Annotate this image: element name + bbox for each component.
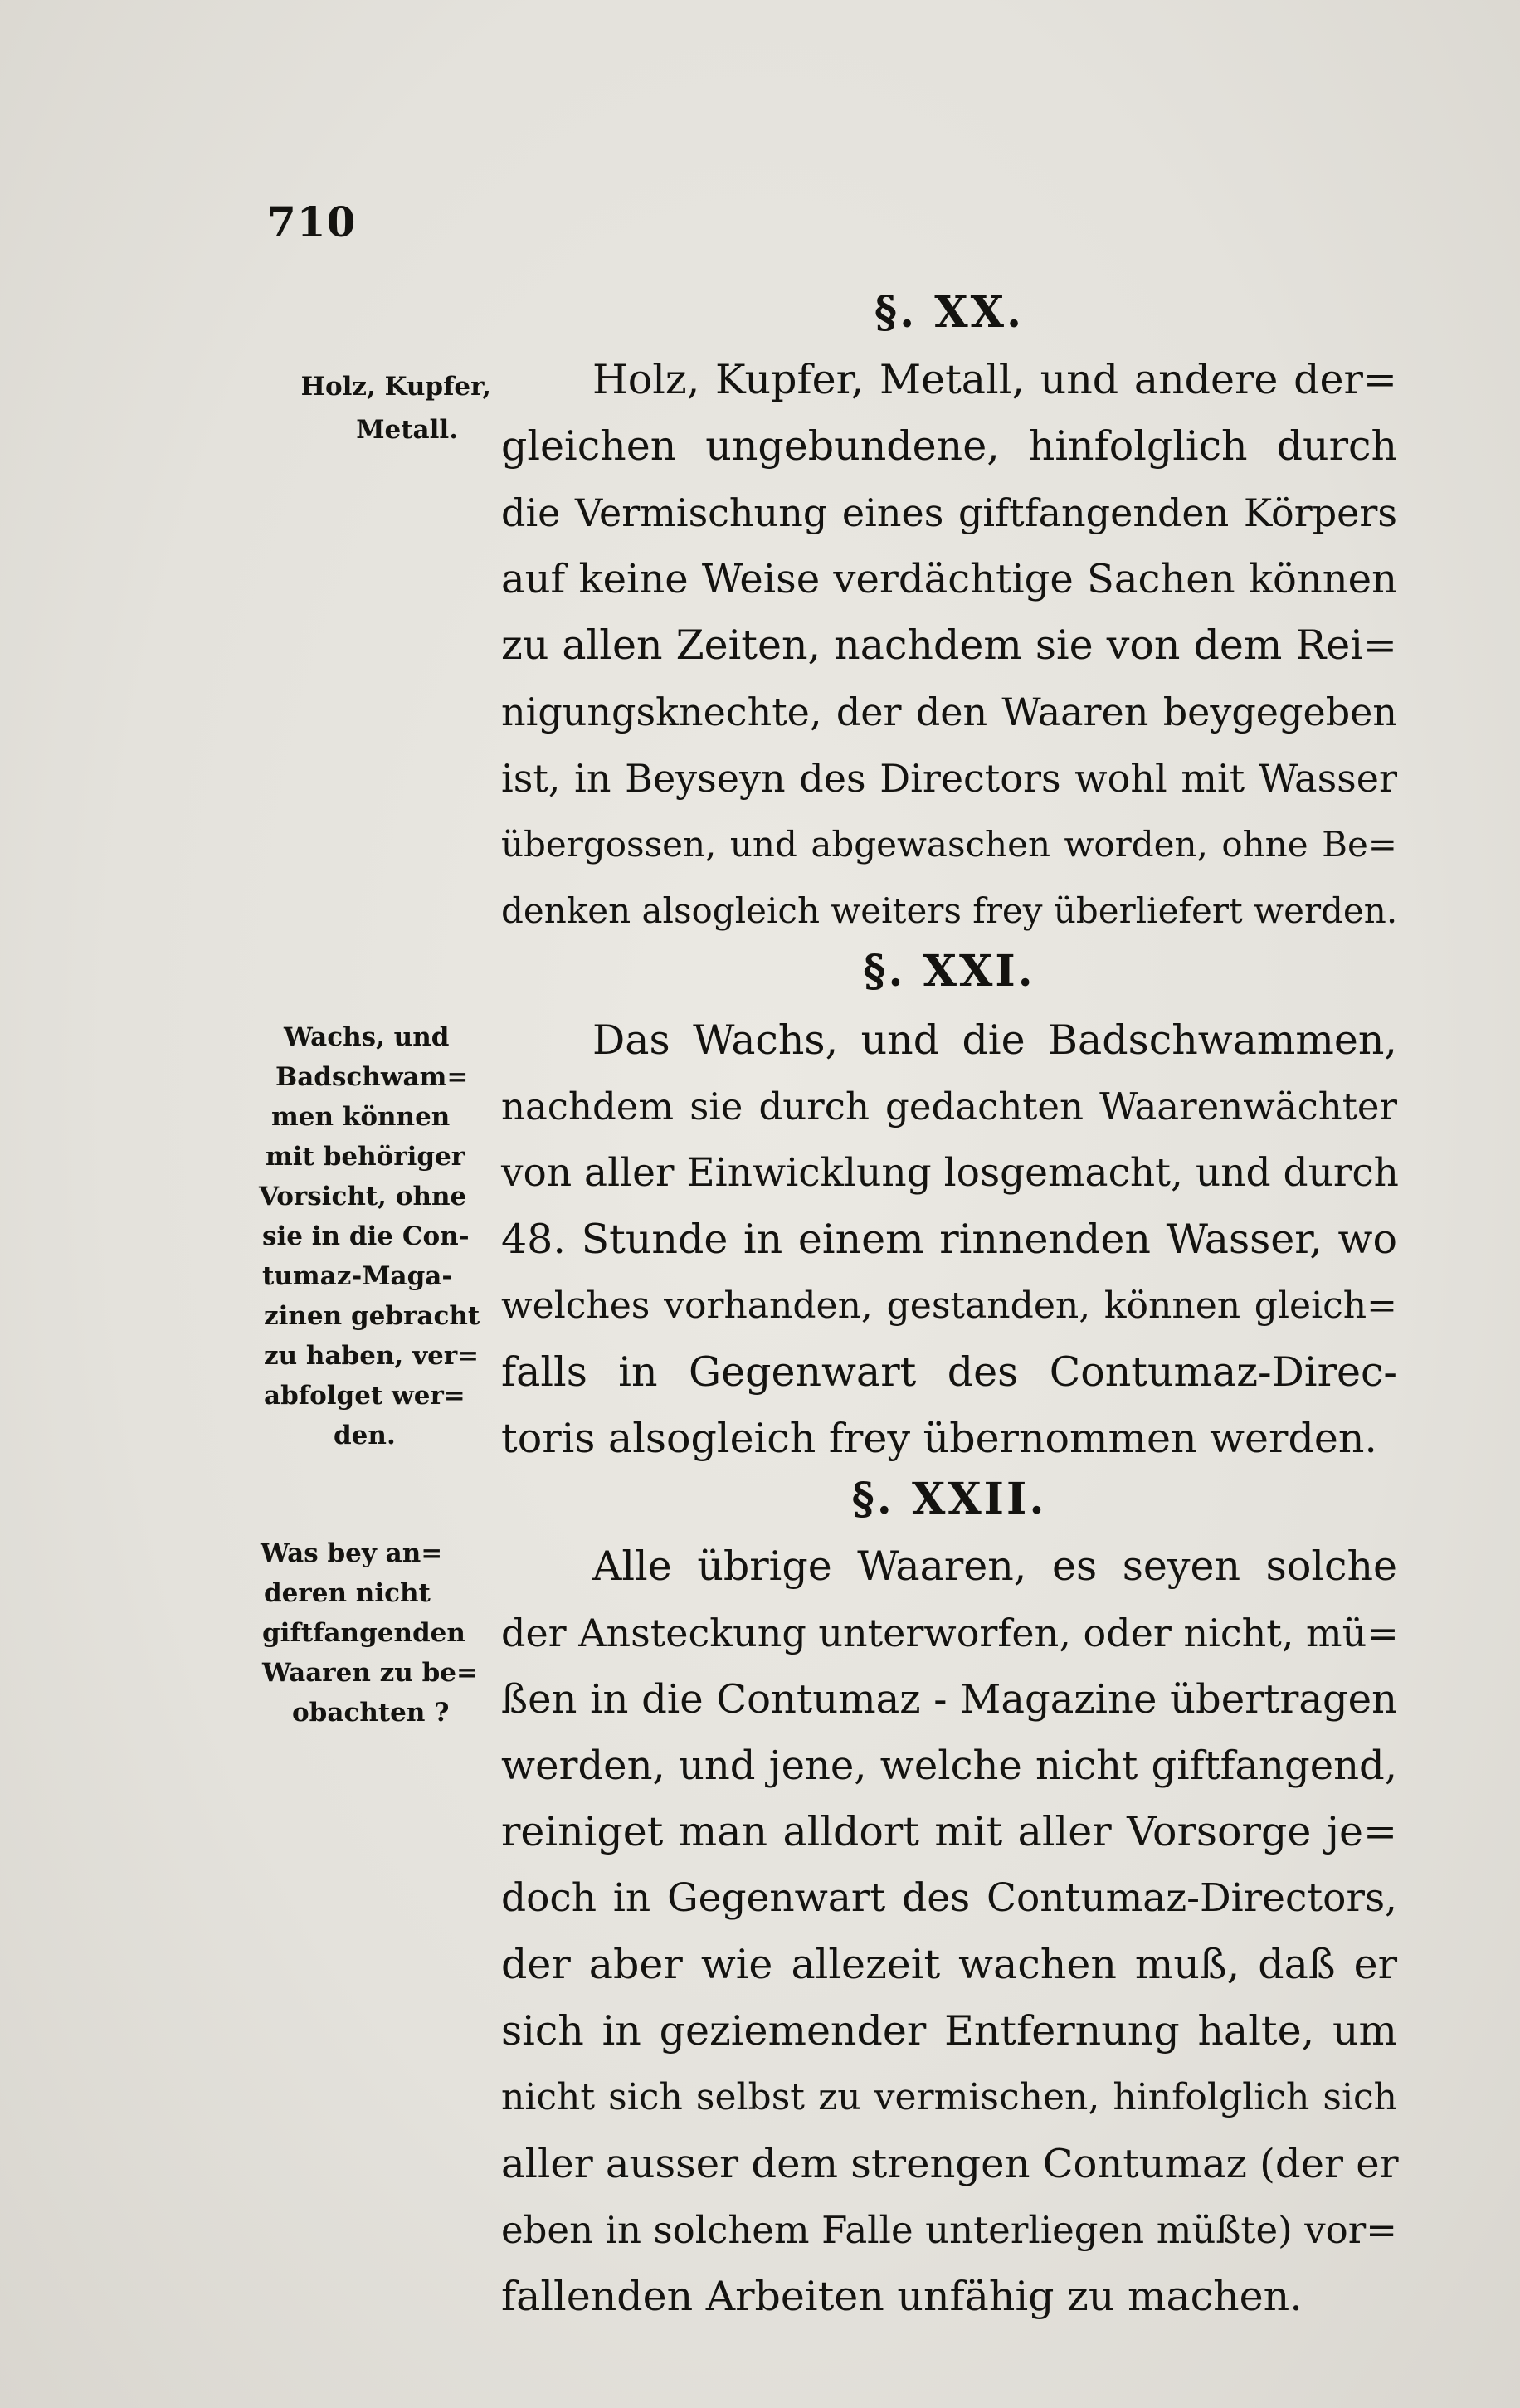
text-line: Holz, Kupfer, Metall, und andere der= [592, 356, 1397, 403]
section-title-xx: §. XX. [874, 287, 1025, 338]
marginal-line: tumaz-Maga- [262, 1261, 453, 1291]
marginal-line: Waaren zu be= [262, 1658, 478, 1688]
text-line: eben in solchem Falle unterliegen müßte) vor= [501, 2208, 1397, 2252]
marginal-line: sie in die Con- [262, 1221, 470, 1251]
text-line: der Ansteckung unterworfen, oder nicht, mü= [501, 1611, 1399, 1655]
text-line: gleichen ungebundene, hinfolglich durch [501, 422, 1397, 470]
text-line: ßen in die Contumaz - Magazine übertragen [501, 1676, 1397, 1723]
text-line: sich in geziemender Entfernung halte, um [501, 2007, 1397, 2055]
marginal-line: Wachs, und [284, 1022, 450, 1052]
page-number: 710 [267, 197, 357, 246]
marginal-line: Metall. [356, 415, 458, 445]
marginal-line: zu haben, ver= [264, 1341, 480, 1371]
marginal-line: obachten ? [292, 1698, 450, 1728]
text-line: fallenden Arbeiten unfähig zu machen. [501, 2273, 1303, 2320]
marginal-line: Badschwam= [275, 1062, 469, 1092]
text-line: welches vorhanden, gestanden, können gleich= [501, 1284, 1397, 1327]
text-line: auf keine Weise verdächtige Sachen können [501, 556, 1397, 602]
marginal-line: giftfangenden [262, 1618, 465, 1648]
text-line: von aller Einwicklung losgemacht, und durch [501, 1150, 1399, 1196]
text-line: reiniget man alldort mit aller Vorsorge je= [501, 1808, 1397, 1855]
text-line: 48. Stunde in einem rinnenden Wasser, wo [501, 1216, 1397, 1263]
text-line: übergossen, und abgewaschen worden, ohne Be= [501, 824, 1397, 865]
text-line: Das Wachs, und die Badschwammen, [592, 1016, 1397, 1064]
section-title-xxii: §. XXII. [851, 1474, 1047, 1524]
text-line: falls in Gegenwart des Contumaz-Direc- [501, 1348, 1397, 1396]
text-line: Alle übrige Waaren, es seyen solche [592, 1543, 1397, 1590]
section-title-xxi: §. XXI. [863, 946, 1035, 997]
marginal-line: zinen gebracht [264, 1301, 480, 1331]
text-line: der aber wie allezeit wachen muß, daß er [501, 1941, 1397, 1988]
marginal-line: den. [334, 1421, 396, 1450]
text-line: nigungsknechte, der den Waaren beygegeben [501, 690, 1397, 734]
marginal-line: mit behöriger [266, 1142, 465, 1172]
marginal-line: men können [271, 1102, 451, 1132]
text-line: werden, und jene, welche nicht giftfangend, [501, 1743, 1397, 1789]
text-line: ist, in Beyseyn des Directors wohl mit Wasser [501, 756, 1397, 801]
text-line: doch in Gegenwart des Contumaz-Directors, [501, 1875, 1397, 1921]
text-line: nicht sich selbst zu vermischen, hinfolglich sich [501, 2076, 1397, 2118]
marginal-line: abfolget wer= [264, 1381, 465, 1411]
marginal-line: Holz, Kupfer, [300, 372, 491, 402]
marginal-line: Was bey an= [261, 1538, 443, 1568]
text-line: die Vermischung eines giftfangenden Körpers [501, 490, 1397, 535]
text-line: nachdem sie durch gedachten Waarenwächter [501, 1085, 1397, 1128]
text-line: toris alsogleich frey übernommen werden. [501, 1415, 1377, 1462]
marginal-line: deren nicht [264, 1578, 431, 1608]
marginal-line: Vorsicht, ohne [259, 1182, 467, 1211]
text-line: aller ausser dem strengen Contumaz (der er [501, 2141, 1399, 2187]
text-line: zu allen Zeiten, nachdem sie von dem Rei= [501, 621, 1397, 669]
text-line: denken alsogleich weiters frey überliefert werden. [501, 890, 1398, 931]
